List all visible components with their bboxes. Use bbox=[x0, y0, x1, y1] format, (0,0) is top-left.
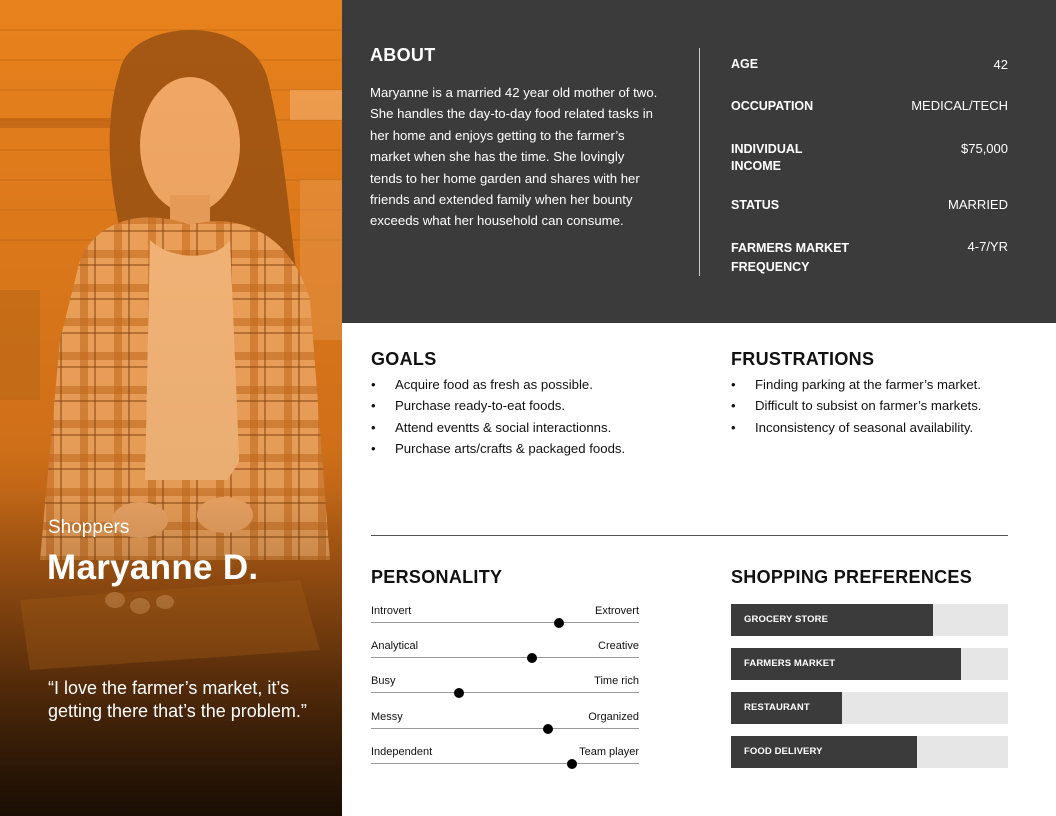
personality-slider bbox=[371, 605, 639, 625]
list-item: • Purchase ready-to-eat foods. bbox=[371, 395, 625, 416]
slider-track bbox=[371, 692, 639, 693]
stat-label-market-frequency: FARMERS MARKET FREQUENCY bbox=[731, 241, 850, 274]
frustrations-list bbox=[731, 374, 981, 438]
persona-photo-panel bbox=[0, 0, 342, 816]
list-item: • Inconsistency of seasonal availability. bbox=[731, 417, 981, 438]
persona-quote: “I love the farmer’s market, it’s getting there that’s the problem.” bbox=[48, 678, 307, 721]
slider-track bbox=[371, 728, 639, 729]
list-item: • Acquire food as fresh as possible. bbox=[371, 374, 625, 395]
stat-label-age: AGE bbox=[731, 57, 759, 71]
about-text: Maryanne is a married 42 year old mother of two. She handles the day-to-day food related tasks in her home and enjoys getting to the farmer’s market when she has the time. She lovingly tends to her home garden and shares with her friends and extended family when her bounty exceeds what her household can consume. bbox=[370, 85, 658, 229]
slider-track bbox=[371, 763, 639, 764]
list-item: • Purchase arts/crafts & packaged foods. bbox=[371, 438, 625, 459]
slider-left-label: Analytical bbox=[371, 640, 419, 652]
stat-label-income: INDIVIDUAL INCOME bbox=[731, 142, 803, 173]
slider-track bbox=[371, 657, 639, 658]
preference-label: GROCERY STORE bbox=[744, 614, 829, 625]
slider-left-label: Independent bbox=[371, 746, 433, 758]
goals-heading: GOALS bbox=[371, 349, 437, 369]
personality-slider bbox=[371, 675, 639, 695]
slider-knob bbox=[543, 724, 553, 734]
list-item: • Difficult to subsist on farmer’s markets. bbox=[731, 395, 981, 416]
persona-name: Maryanne D. bbox=[47, 548, 259, 587]
frustrations-heading: FRUSTRATIONS bbox=[731, 349, 875, 369]
slider-right-label: Creative bbox=[598, 640, 639, 652]
slider-left-label: Busy bbox=[371, 675, 396, 687]
stat-value-status: MARRIED bbox=[948, 197, 1008, 212]
shopping-preferences-heading: SHOPPING PREFERENCES bbox=[731, 567, 973, 587]
slider-knob bbox=[554, 618, 564, 628]
stat-value-market-frequency: 4-7/YR bbox=[967, 239, 1008, 254]
preference-label: FOOD DELIVERY bbox=[744, 746, 823, 757]
list-item: • Finding parking at the farmer’s market. bbox=[731, 374, 981, 395]
slider-left-label: Messy bbox=[371, 711, 403, 723]
preference-bar bbox=[731, 692, 1008, 724]
personality-slider bbox=[371, 711, 639, 731]
personality-heading: PERSONALITY bbox=[371, 567, 503, 587]
slider-knob bbox=[454, 688, 464, 698]
slider-track bbox=[371, 622, 639, 623]
vertical-divider bbox=[699, 48, 700, 276]
slider-knob bbox=[527, 653, 537, 663]
personality-slider bbox=[371, 640, 639, 660]
preference-bar bbox=[731, 648, 1008, 680]
stat-value-income: $75,000 bbox=[961, 141, 1008, 156]
slider-right-label: Time rich bbox=[594, 675, 639, 687]
about-panel bbox=[342, 0, 1056, 323]
stat-value-age: 42 bbox=[993, 57, 1008, 72]
slider-right-label: Extrovert bbox=[594, 605, 639, 617]
preference-bar bbox=[731, 736, 1008, 768]
slider-knob bbox=[567, 759, 577, 769]
about-heading: ABOUT bbox=[370, 45, 436, 65]
goals-list bbox=[371, 374, 625, 460]
persona-role: Shoppers bbox=[48, 517, 130, 538]
slider-left-label: Introvert bbox=[371, 605, 412, 617]
stat-label-status: STATUS bbox=[731, 198, 780, 212]
preference-label: RESTAURANT bbox=[744, 702, 810, 713]
horizontal-divider bbox=[371, 535, 1008, 536]
preference-label: FARMERS MARKET bbox=[744, 658, 836, 669]
list-item: • Attend eventts & social interactionns. bbox=[371, 417, 625, 438]
slider-right-label: Organized bbox=[588, 711, 639, 723]
stat-label-occupation: OCCUPATION bbox=[731, 99, 814, 113]
slider-right-label: Team player bbox=[579, 746, 639, 758]
stat-value-occupation: MEDICAL/TECH bbox=[911, 98, 1008, 113]
personality-slider bbox=[371, 746, 639, 766]
preference-bar bbox=[731, 604, 1008, 636]
